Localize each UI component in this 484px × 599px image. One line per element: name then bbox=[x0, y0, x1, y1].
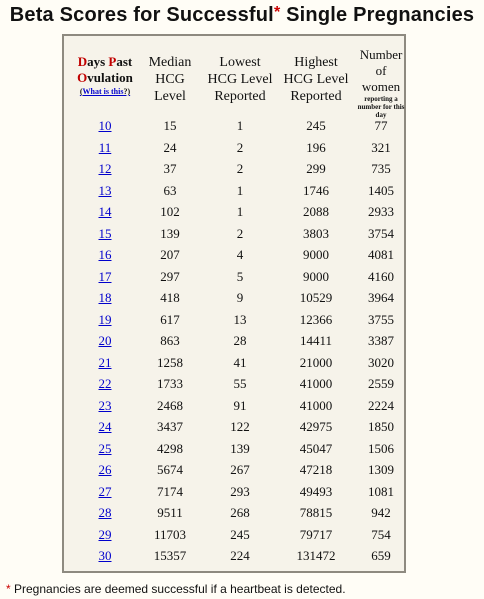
header-lowest-line1: Lowest bbox=[219, 55, 261, 70]
row-highest: 79717 bbox=[299, 526, 333, 542]
row-women-count: 1309 bbox=[368, 462, 394, 477]
row-dpo-link[interactable]: 23 bbox=[98, 397, 112, 413]
row-lowest: 55 bbox=[233, 376, 247, 391]
header-median-line1: Median bbox=[148, 55, 192, 70]
row-women-count: 1405 bbox=[368, 182, 394, 198]
row-median: 863 bbox=[160, 333, 180, 348]
row-women-count: 942 bbox=[371, 505, 391, 520]
table-row bbox=[64, 310, 404, 332]
row-lowest: 293 bbox=[230, 483, 250, 499]
header-median-line3: Level bbox=[154, 89, 186, 104]
table-row bbox=[64, 159, 404, 181]
header-number-of-women bbox=[354, 47, 408, 119]
row-women-count: 321 bbox=[371, 139, 391, 155]
row-median: 2468 bbox=[157, 397, 183, 413]
row-lowest: 9 bbox=[236, 290, 244, 305]
row-highest: 12366 bbox=[299, 311, 333, 327]
row-median: 4298 bbox=[157, 440, 183, 456]
row-women-count: 77 bbox=[374, 118, 388, 133]
row-lowest: 2 bbox=[236, 161, 244, 176]
row-lowest: 122 bbox=[230, 419, 250, 434]
row-women-count: 4160 bbox=[368, 268, 394, 284]
row-dpo-link[interactable]: 25 bbox=[98, 440, 112, 456]
row-dpo-link[interactable]: 19 bbox=[98, 311, 112, 327]
table-row bbox=[64, 116, 404, 138]
row-highest: 3803 bbox=[303, 225, 329, 241]
row-women-count: 1081 bbox=[368, 483, 394, 499]
row-women-count: 659 bbox=[371, 548, 391, 563]
row-dpo-link[interactable]: 14 bbox=[98, 204, 112, 219]
row-dpo-link[interactable]: 22 bbox=[98, 376, 112, 391]
row-highest: 245 bbox=[306, 118, 326, 133]
table-row bbox=[64, 245, 404, 267]
row-lowest: 13 bbox=[233, 311, 247, 327]
header-number-line2: women bbox=[361, 79, 401, 94]
what-close-paren: ?) bbox=[123, 87, 131, 96]
row-median: 207 bbox=[160, 247, 180, 262]
table-row bbox=[64, 267, 404, 289]
header-dpo-text-ovulation: vulation bbox=[87, 70, 133, 85]
hcg-table bbox=[62, 34, 406, 573]
row-highest: 14411 bbox=[299, 333, 333, 348]
header-dpo-initial-p: P bbox=[108, 54, 117, 69]
header-median-line2: HCG bbox=[155, 72, 185, 87]
row-dpo-link[interactable]: 16 bbox=[98, 247, 112, 262]
row-median: 3437 bbox=[157, 419, 183, 434]
table-row bbox=[64, 503, 404, 525]
row-median: 9511 bbox=[157, 505, 183, 520]
table-row bbox=[64, 353, 404, 375]
row-lowest: 2 bbox=[236, 139, 244, 155]
header-lowest-line3: Reported bbox=[214, 89, 266, 104]
header-lowest-hcg bbox=[202, 54, 278, 105]
row-highest: 131472 bbox=[296, 548, 336, 563]
row-women-count: 3387 bbox=[368, 333, 394, 348]
what-is-this-link[interactable]: What is this bbox=[82, 87, 124, 96]
table-row bbox=[64, 460, 404, 482]
row-dpo-link[interactable]: 21 bbox=[98, 354, 112, 370]
row-median: 15 bbox=[163, 118, 177, 133]
row-women-count: 2559 bbox=[368, 376, 394, 391]
row-dpo-link[interactable]: 18 bbox=[98, 290, 112, 305]
row-dpo-link[interactable]: 15 bbox=[98, 225, 112, 241]
header-highest-line2: HCG Level bbox=[283, 72, 349, 87]
table-header bbox=[64, 36, 405, 119]
table-row bbox=[64, 202, 404, 224]
row-lowest: 91 bbox=[233, 397, 247, 413]
row-highest: 49493 bbox=[299, 483, 333, 499]
row-median: 11703 bbox=[153, 526, 187, 542]
row-highest: 9000 bbox=[303, 247, 329, 262]
row-dpo-link[interactable]: 13 bbox=[98, 182, 112, 198]
row-women-count: 2224 bbox=[368, 397, 394, 413]
row-women-count: 4081 bbox=[368, 247, 394, 262]
header-lowest-line2: HCG Level bbox=[207, 72, 273, 87]
row-highest: 21000 bbox=[299, 354, 333, 370]
row-lowest: 268 bbox=[230, 505, 250, 520]
header-dpo-text-days: ays bbox=[87, 54, 109, 69]
row-lowest: 41 bbox=[233, 354, 247, 370]
row-lowest: 1 bbox=[236, 182, 244, 198]
row-dpo-link[interactable]: 17 bbox=[98, 268, 112, 284]
row-highest: 1746 bbox=[303, 182, 329, 198]
footnote-asterisk: * bbox=[6, 582, 11, 596]
what-open-paren: ( bbox=[79, 87, 83, 96]
row-women-count: 3020 bbox=[368, 354, 394, 370]
row-highest: 2088 bbox=[303, 204, 329, 219]
row-median: 5674 bbox=[157, 462, 183, 477]
header-highest-line3: Reported bbox=[290, 89, 342, 104]
row-dpo-link[interactable]: 11 bbox=[98, 139, 112, 155]
row-median: 1258 bbox=[157, 354, 183, 370]
row-lowest: 4 bbox=[236, 247, 244, 262]
footnote-text: Pregnancies are deemed successful if a heartbeat is detected. bbox=[10, 582, 346, 596]
row-dpo-link[interactable]: 29 bbox=[98, 526, 112, 542]
header-dpo-text-past: ast bbox=[116, 54, 133, 69]
row-median: 63 bbox=[163, 182, 177, 198]
header-number-note: reporting a number for this day bbox=[357, 95, 405, 119]
row-lowest: 139 bbox=[230, 440, 250, 456]
table-body bbox=[64, 116, 404, 568]
row-median: 102 bbox=[160, 204, 180, 219]
header-dpo-initial-o: O bbox=[77, 70, 88, 85]
row-highest: 10529 bbox=[299, 290, 333, 305]
row-lowest: 1 bbox=[236, 204, 244, 219]
row-lowest: 1 bbox=[236, 118, 244, 133]
header-days-past-ovulation bbox=[70, 54, 140, 97]
row-highest: 78815 bbox=[299, 505, 333, 520]
row-highest: 196 bbox=[306, 139, 326, 155]
row-median: 617 bbox=[160, 311, 180, 327]
table-row bbox=[64, 482, 404, 504]
row-dpo-link[interactable]: 12 bbox=[98, 161, 112, 176]
header-dpo-initial-d: D bbox=[77, 54, 88, 69]
page-title bbox=[0, 4, 484, 27]
table-row bbox=[64, 396, 404, 418]
table-row bbox=[64, 288, 404, 310]
row-women-count: 2933 bbox=[368, 204, 394, 219]
row-women-count: 735 bbox=[371, 161, 391, 176]
row-median: 37 bbox=[163, 161, 177, 176]
row-women-count: 1506 bbox=[368, 440, 394, 456]
row-median: 24 bbox=[163, 139, 177, 155]
row-highest: 9000 bbox=[303, 268, 329, 284]
row-highest: 45047 bbox=[299, 440, 333, 456]
footnote bbox=[6, 582, 346, 596]
table-row bbox=[64, 374, 404, 396]
table-row bbox=[64, 417, 404, 439]
row-lowest: 245 bbox=[230, 526, 250, 542]
row-highest: 42975 bbox=[299, 419, 333, 434]
header-highest-line1: Highest bbox=[294, 55, 338, 70]
header-median-hcg bbox=[142, 54, 198, 105]
table-row bbox=[64, 439, 404, 461]
row-women-count: 754 bbox=[371, 526, 391, 542]
row-dpo-link[interactable]: 28 bbox=[98, 505, 112, 520]
row-median: 7174 bbox=[157, 483, 183, 499]
row-highest: 299 bbox=[306, 161, 326, 176]
row-dpo-link[interactable]: 20 bbox=[98, 333, 112, 348]
row-women-count: 3964 bbox=[368, 290, 394, 305]
row-lowest: 224 bbox=[230, 548, 250, 563]
row-median: 1733 bbox=[157, 376, 183, 391]
what-is-this-link-wrapper bbox=[70, 86, 140, 97]
row-lowest: 267 bbox=[230, 462, 250, 477]
row-median: 297 bbox=[160, 268, 180, 284]
table-row bbox=[64, 331, 404, 353]
row-women-count: 3754 bbox=[368, 225, 394, 241]
row-women-count: 1850 bbox=[368, 419, 394, 434]
title-asterisk: * bbox=[273, 4, 281, 21]
title-text: Beta Scores for Successful bbox=[9, 4, 274, 26]
table-row bbox=[64, 546, 404, 568]
row-women-count: 3755 bbox=[368, 311, 394, 327]
row-lowest: 2 bbox=[236, 225, 244, 241]
table-row bbox=[64, 181, 404, 203]
table-row bbox=[64, 224, 404, 246]
title-suffix: Single Pregnancies bbox=[280, 4, 475, 26]
row-median: 418 bbox=[160, 290, 180, 305]
row-dpo-link[interactable]: 30 bbox=[98, 548, 112, 563]
row-highest: 41000 bbox=[299, 397, 333, 413]
table-row bbox=[64, 525, 404, 547]
table-row bbox=[64, 138, 404, 160]
row-lowest: 5 bbox=[236, 268, 244, 284]
row-highest: 47218 bbox=[299, 462, 333, 477]
row-median: 139 bbox=[160, 225, 180, 241]
row-lowest: 28 bbox=[233, 333, 247, 348]
row-median: 15357 bbox=[153, 548, 187, 563]
row-dpo-link[interactable]: 24 bbox=[98, 419, 112, 434]
row-highest: 41000 bbox=[299, 376, 333, 391]
row-dpo-link[interactable]: 27 bbox=[98, 483, 112, 499]
header-number-line1: Number of bbox=[359, 47, 403, 78]
header-highest-hcg bbox=[278, 54, 354, 105]
row-dpo-link[interactable]: 10 bbox=[98, 118, 112, 133]
row-dpo-link[interactable]: 26 bbox=[98, 462, 112, 477]
